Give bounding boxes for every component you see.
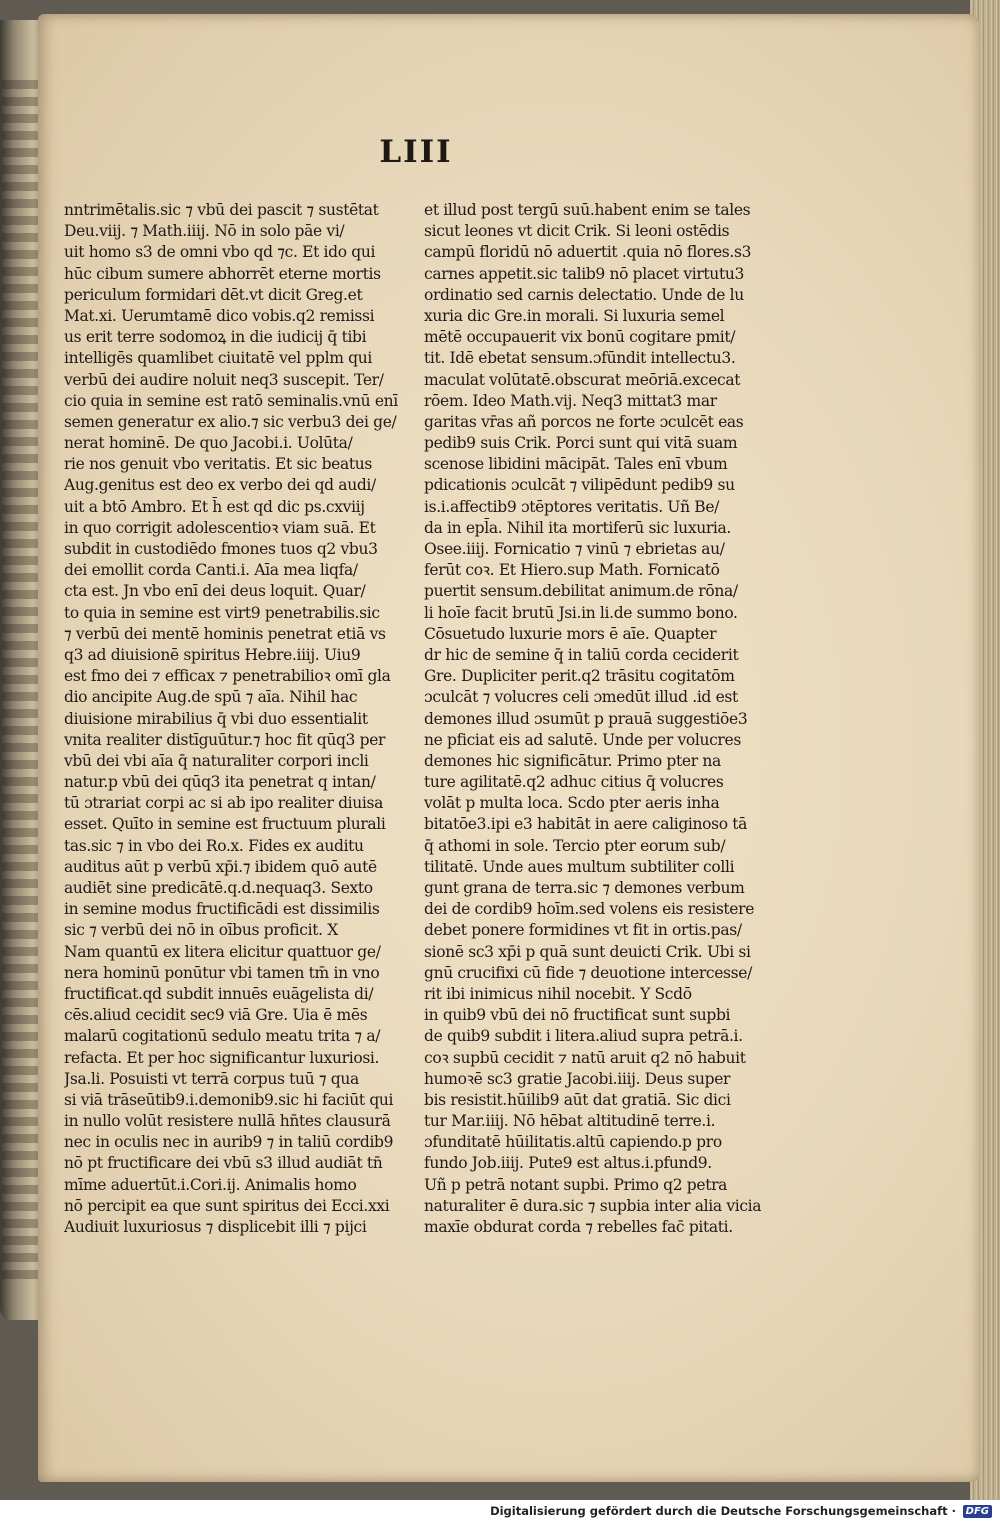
text-line: nō percipit ea que sunt spiritus dei Ecci.xxi [64,1196,390,1215]
text-line: diuisione mirabilius q̄ vbi duo essentialit [64,709,368,728]
text-line: cio quia in semine est ratō seminalis.vnū enī [64,391,398,410]
text-line: sionē sc3 xp̄i p quā sunt deuicti Crik. Ubi si [424,942,751,961]
text-line: et illud post tergū suū.habent enim se tales [424,201,751,219]
text-line: tilitatē. Unde aues multum subtiliter colli [424,857,735,876]
text-line: q̄ athomi in sole. Tercio pter eorum sub/ [424,836,726,855]
text-line: Jsa.li. Posuisti vt terrā corpus tuū ⁊ qua [64,1069,359,1088]
text-line: dei de cordib9 hoīm.sed volens eis resistere [424,900,755,919]
text-line: ne pficiat eis ad salutē. Unde per volucres [424,730,741,749]
text-line: est fmo dei ⁊ efficax ⁊ penetrabilioꝛ omī gla [64,667,391,686]
text-line: to quia in semine est virt9 penetrabilis.sic [64,603,380,622]
right-text-column [424,200,770,1238]
text-line: nera hominū ponūtur vbi tamen tm̄ in vno [64,963,380,982]
text-line: in quo corrigit adolescentioꝛ viam suā. Et [64,518,376,537]
text-line: refacta. Et per hoc significantur luxuriosi. [64,1048,380,1067]
text-line: demones hic significātur. Primo pter na [424,751,721,770]
text-line: in nullo volūt resistere nullā hn̄tes clausurā [64,1112,391,1131]
text-line: uit a btō Ambro. Et h̄ est qd dic ps.cxviij [64,497,365,516]
text-line: mīme aduertūt.i.Cori.ij. Animalis homo [64,1175,357,1194]
text-line: tas.sic ⁊ in vbo dei Ro.x. Fides ex auditu [64,836,364,855]
text-line: Deu.viij. ⁊ Math.iiij. Nō in solo pāe vi/ [64,222,345,241]
text-line: us erit terre sodomoꝝ in die iudicij q̄ tibi [64,328,367,347]
text-line: dr hic de semine q̄ in taliū corda ceciderit [424,645,739,664]
text-line: periculum formidari dēt.vt dicit Greg.et [64,285,363,304]
text-line: ture agilitatē.q2 adhuc citius q̄ volucres [424,773,724,792]
text-line: nntrimētalis.sic ⁊ vbū dei pascit ⁊ sustētat [64,201,379,219]
text-line: sicut leones vt dicit Crik. Si leoni ostēdis [424,222,730,241]
text-line: Audiuit luxuriosus ⁊ displicebit illi ⁊ pijci [64,1218,367,1236]
text-line: malarū cogitationū sedulo meatu trita ⁊ a/ [64,1027,381,1046]
text-line: carnes appetit.sic talib9 nō placet virtutu3 [424,264,744,283]
text-line: rōem. Ideo Math.vij. Neq3 mittat3 mar [424,391,717,410]
text-line: tit. Idē ebetat sensum.ɔfūndit intellectu3. [424,349,736,368]
text-line: ordinatio sed carnis delectatio. Unde de lu [424,285,744,304]
text-line: tur Mar.iiij. Nō hēbat altitudinē terre.i. [424,1112,716,1131]
text-line: demones illud ɔsumūt p prauā suggestiōe3 [424,709,748,728]
text-line: nō pt fructificare dei vbū s3 illud audiāt tn̄ [64,1154,383,1173]
text-line: uit homo s3 de omni vbo qd ⁊c. Et ido qui [64,243,376,262]
footer-bar [0,1500,1000,1523]
text-line: ferūt coꝛ. Et Hiero.sup Math. Fornicatō [424,561,720,580]
text-line: Gre. Dupliciter perit.q2 trāsitu cogitatōm [424,667,735,686]
text-line: nec in oculis nec in aurib9 ⁊ in taliū cordib9 [64,1133,394,1152]
text-line: si viā trāseūtib9.i.demonib9.sic hi faciūt qui [64,1090,394,1109]
text-line: auditus aūt p verbū xp̄i.⁊ ibidem quō autē [64,857,377,876]
funding-credit: Digitalisierung gefördert durch die Deutsche Forschungsgemeinschaft · [490,1504,956,1518]
text-line: hūc cibum sumere abhorrēt eterne mortis [64,264,381,283]
text-line: gunt grana de terra.sic ⁊ demones verbum [424,879,745,897]
text-line: Aug.genitus est deo ex verbo dei qd audi/ [64,476,376,495]
text-line: Cōsuetudo luxurie mors ē aīe. Quapter [424,624,717,643]
text-line: debet ponere formidines vt fit in ortis.pas/ [424,921,742,940]
text-line: intelligēs quamlibet ciuitatē vel pplm qui [64,349,372,368]
text-line: coꝛ supbū cecidit ⁊ natū aruit q2 nō habuit [424,1048,746,1067]
text-line: fundo Job.iiij. Pute9 est altus.i.pfund9. [424,1154,712,1173]
text-line: dio ancipite Aug.de spū ⁊ aīa. Nihil hac [64,688,358,707]
text-line: campū floridū nō aduertit .quia nō flores.s3 [424,243,752,262]
text-line: dei emollit corda Canti.i. Aīa mea liqfa/ [64,561,358,580]
text-line: naturaliter ē dura.sic ⁊ supbia inter alia vicia [424,1196,762,1215]
text-line: bitatōe3.ipi e3 habitāt in aere caliginoso tā [424,815,748,834]
text-line: in semine modus fructificādi est dissimilis [64,900,380,919]
text-line: pdicationis ɔculcāt ⁊ vilipēdunt pedib9 su [424,476,735,495]
text-line: volāt p multa loca. Scdo pter aeris inha [424,794,720,813]
text-line: mētē occupauerit vix bonū cogitare pmit/ [424,328,736,347]
text-line: Osee.iiij. Fornicatio ⁊ vinū ⁊ ebrietas au/ [424,540,725,558]
text-line: Nam quantū ex litera elicitur quattuor ge/ [64,942,381,961]
text-line: li hoīe facit brutū Jsi.in li.de summo bono. [424,603,738,622]
text-line: nerat hominē. De quo Jacobi.i. Uolūta/ [64,434,353,453]
left-text-column [64,200,412,1238]
text-line: Uñ p petrā notant supbi. Primo q2 petra [424,1175,728,1194]
text-line: cta est. Jn vbo enī dei deus loquit. Quar/ [64,582,366,601]
text-line: audiēt sine predicātē.q.d.nequaq3. Sexto [64,879,373,897]
text-line: is.i.affectib9 ɔtēptores veritatis. Uñ Be/ [424,497,720,516]
text-line: verbū dei audire noluit neq3 suscepit. Ter/ [64,370,384,389]
text-line: ɔculcāt ⁊ volucres celi ɔmedūt illud .id est [424,688,738,707]
text-line: xuria dic Gre.in morali. Si luxuria semel [424,306,725,325]
text-line: humoꝛē sc3 gratie Jacobi.iiij. Deus super [424,1069,731,1088]
text-line: maculat volūtatē.obscurat meōriā.excecat [424,370,741,389]
text-line: maxīe obdurat corda ⁊ rebelles fac̄ pitati. [424,1218,733,1236]
text-line: cēs.aliud cecidit sec9 viā Gre. Uia ē mēs [64,1006,368,1025]
text-line: natur.p vbū dei qūq3 ita penetrat q intan/ [64,773,376,792]
text-line: bis resistit.hūilib9 aūt dat gratiā. Sic dici [424,1090,731,1109]
text-line: pedib9 suis Crik. Porci sunt qui vitā suam [424,434,738,453]
text-line: scenose libidini mācipāt. Tales enī vbum [424,455,728,474]
book-page [38,14,980,1482]
folio-number: LIII [379,134,453,170]
text-line: esset. Quīto in semine est fructuum plurali [64,815,386,834]
text-line: puertit sensum.debilitat animum.de rōna/ [424,582,738,601]
text-line: subdit in custodiēdo fmones tuos q2 vbu3 [64,540,378,558]
text-line: Mat.xi. Uerumtamē dico vobis.q2 remissi [64,306,375,325]
text-line: in quib9 vbū dei nō fructificat sunt supbi [424,1006,731,1025]
text-line: ⁊ verbū dei mentē hominis penetrat etiā vs [64,624,386,643]
text-line: ɔfunditatē hūilitatis.altū capiendo.p pro [424,1133,722,1152]
text-line: rie nos genuit vbo veritatis. Et sic beatus [64,455,372,474]
dfg-logo: DFG [963,1505,992,1518]
text-line: tū ɔtrariat corpi ac si ab ipo realiter diuisa [64,794,383,813]
text-line: semen generatur ex alio.⁊ sic verbu3 dei ge/ [64,412,397,431]
text-line: fructificat.qd subdit innuēs euāgelista di/ [64,984,374,1003]
text-line: rit ibi inimicus nihil nocebit. Y Scdō [424,984,692,1003]
text-line: vnita realiter distīguūtur.⁊ hoc fit qūq3 per [64,730,386,749]
text-line: sic ⁊ verbū dei nō in oībus proficit. X [64,921,338,940]
text-line: gnū crucifixi cū fide ⁊ deuotione intercesse/ [424,963,752,982]
text-line: da in epl̄a. Nihil ita mortiferū sic luxuria. [424,518,731,537]
text-line: garitas vr̄as añ porcos ne forte ɔculcēt eas [424,412,744,431]
text-line: vbū dei vbi aīa q̄ naturaliter corpori incli [64,751,369,770]
text-line: de quib9 subdit i litera.aliud supra petrā.i. [424,1027,743,1046]
text-line: q3 ad diuisionē spiritus Hebre.iiij. Uiu9 [64,645,361,664]
